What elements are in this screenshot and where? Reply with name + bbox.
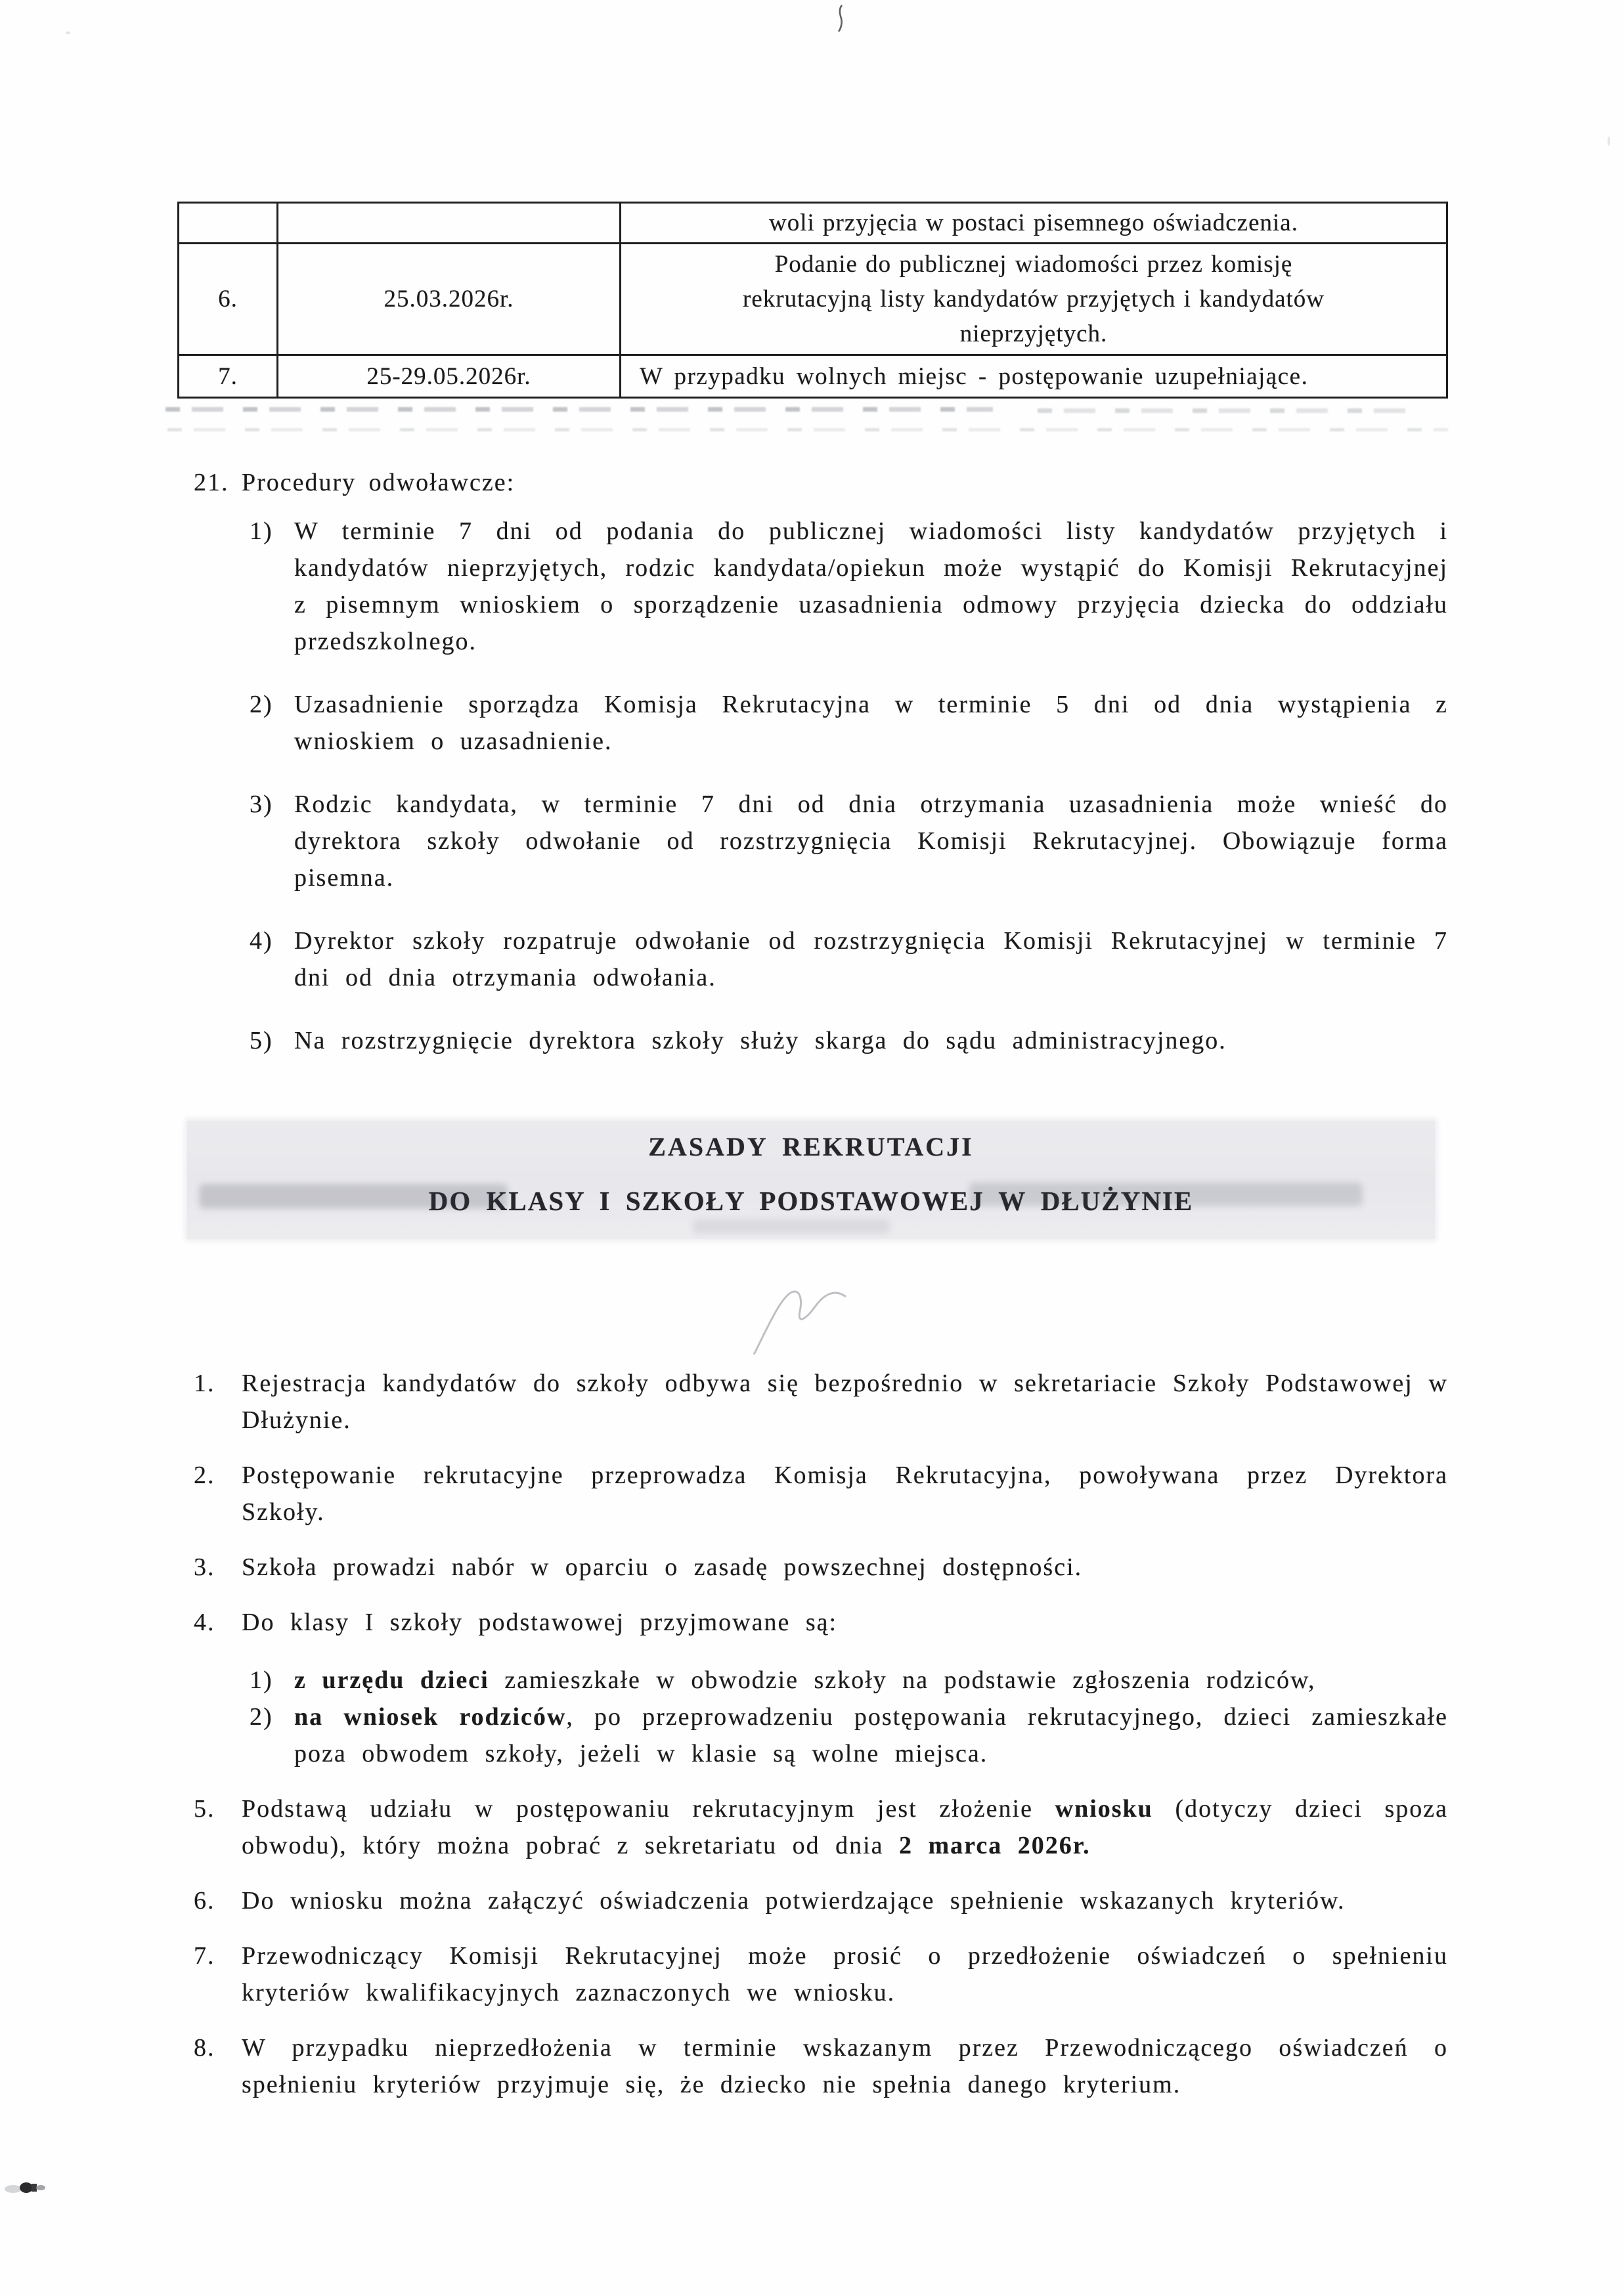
banner-title-line2: DO KLASY I SZKOŁY PODSTAWOWEJ W DŁUŻYNIE bbox=[428, 1186, 1194, 1216]
list-item bbox=[194, 1604, 1448, 1772]
list-item bbox=[250, 513, 1448, 660]
table-cell-date: 25.03.2026r. bbox=[276, 242, 619, 354]
table-cell-no bbox=[179, 204, 276, 242]
scan-speck bbox=[66, 32, 70, 34]
item-text: W terminie 7 dni od podania do publicznej wiadomości listy kandydatów przyjętych i kandydatów nieprzyjętych, rodzic kandydata/opiekun może wystąpić do Komisji Rekrutacyjnej z pisemnym wnioskiem o sporządzenie uzasadnienia odmowy przyjęcia dziecka do oddziału przedszkolnego. bbox=[294, 517, 1448, 655]
banner-title-line1: ZASADY REKRUTACJI bbox=[648, 1132, 974, 1161]
list-item bbox=[194, 1882, 1448, 1919]
scan-blot-bottom-left bbox=[4, 2173, 63, 2202]
item-text: Rejestracja kandydatów do szkoły odbywa się bezpośrednio w sekretariacie Szkoły Podstawowej w Dłużynie. bbox=[242, 1370, 1448, 1434]
scan-smudge bbox=[969, 1182, 1363, 1206]
list-item bbox=[250, 686, 1448, 760]
table-cell-desc bbox=[619, 242, 1446, 354]
item-number: 3. bbox=[194, 1553, 215, 1581]
list-item bbox=[250, 1022, 1448, 1059]
appeals-section-title: 21. Procedury odwoławcze: bbox=[194, 469, 516, 496]
item-text: Dyrektor szkoły rozpatruje odwołanie od rozstrzygnięcia Komisji Rekrutacyjnej w terminie 7 dni od dnia otrzymania odwołania. bbox=[294, 927, 1448, 991]
item-text: Szkoła prowadzi nabór w oparciu o zasadę powszechnej dostępności. bbox=[242, 1553, 1083, 1581]
table-cell-text: woli przyjęcia w postaci pisemnego oświadczenia. bbox=[769, 209, 1298, 236]
item-number: 1) bbox=[250, 517, 273, 545]
list-item bbox=[194, 2029, 1448, 2103]
scan-noise-line bbox=[167, 428, 1448, 431]
item-text: z urzędu dzieci zamieszkałe w obwodzie szkoły na podstawie zgłoszenia rodziców, bbox=[294, 1666, 1316, 1694]
list-item bbox=[194, 1938, 1448, 2011]
list-item bbox=[194, 1457, 1448, 1530]
list-item bbox=[250, 922, 1448, 996]
scan-noise-line bbox=[1038, 408, 1405, 413]
sub-list bbox=[250, 1662, 1448, 1772]
item-text: na wniosek rodziców, po przeprowadzeniu postępowania rekrutacyjnego, dzieci zamieszkałe poza obwodem szkoły, jeżeli w klasie są wolne miejsca. bbox=[294, 1703, 1448, 1767]
appeals-list bbox=[250, 513, 1448, 1059]
item-number: 7. bbox=[194, 1942, 215, 1970]
item-text: Na rozstrzygnięcie dyrektora szkoły służy skarga do sądu administracyjnego. bbox=[294, 1027, 1227, 1054]
table-cell-no: 6. bbox=[179, 242, 276, 354]
item-text: Przewodniczący Komisji Rekrutacyjnej może prosić o przedłożenie oświadczeń o spełnieniu kryteriów kwalifikacyjnych zaznaczonych we wniosku. bbox=[242, 1942, 1448, 2006]
item-text: Uzasadnienie sporządza Komisja Rekrutacyjna w terminie 5 dni od dnia wystąpienia z wnioskiem o uzasadnienie. bbox=[294, 691, 1448, 755]
list-item bbox=[250, 786, 1448, 896]
item-text: Postępowanie rekrutacyjne przeprowadza Komisja Rekrutacyjna, powoływana przez Dyrektora Szkoły. bbox=[242, 1462, 1448, 1526]
table-cell-desc: W przypadku wolnych miejsc - postępowanie uzupełniające. bbox=[619, 354, 1446, 397]
scan-mark-top bbox=[833, 4, 850, 33]
scan-noise-line bbox=[165, 407, 993, 412]
item-number: 4) bbox=[250, 927, 273, 955]
table-cell-text: Podanie do publicznej wiadomości przez komisję rekrutacyjną listy kandydatów przyjętych i kandydatów nieprzyjętych. bbox=[743, 251, 1325, 347]
item-text: W przypadku nieprzedłożenia w terminie wskazanym przez Przewodniczącego oświadczeń o spełnieniu kryteriów przyjmuje się, że dziecko nie spełnia danego kryterium. bbox=[242, 2034, 1448, 2098]
item-number: 5) bbox=[250, 1027, 273, 1054]
list-item bbox=[194, 1365, 1448, 1439]
item-number: 1. bbox=[194, 1370, 215, 1397]
rules-list bbox=[194, 1365, 1448, 2103]
recruitment-banner bbox=[187, 1121, 1435, 1239]
item-text: Do klasy I szkoły podstawowej przyjmowane są: bbox=[242, 1609, 838, 1636]
table-cell-no: 7. bbox=[179, 354, 276, 397]
table-cell-date: 25-29.05.2026r. bbox=[276, 354, 619, 397]
list-item bbox=[194, 1549, 1448, 1586]
list-item bbox=[250, 1699, 1448, 1772]
scan-smudge bbox=[199, 1184, 508, 1209]
item-number: 3) bbox=[250, 791, 273, 818]
item-number: 8. bbox=[194, 2034, 215, 2062]
item-number: 4. bbox=[194, 1609, 215, 1636]
table-cell-desc bbox=[619, 204, 1446, 242]
scan-speck bbox=[1608, 137, 1610, 146]
list-item bbox=[194, 1790, 1448, 1864]
list-item bbox=[250, 1662, 1448, 1699]
scan-smudge bbox=[693, 1219, 890, 1234]
item-number: 5. bbox=[194, 1795, 215, 1823]
item-text: Podstawą udziału w postępowaniu rekrutacyjnym jest złożenie wniosku (dotyczy dzieci spoza obwodu), który można pobrać z sekretariatu od dnia 2 marca 2026r. bbox=[242, 1795, 1449, 1859]
item-number: 2) bbox=[250, 691, 273, 718]
item-number: 1) bbox=[250, 1666, 273, 1694]
schedule-table bbox=[177, 202, 1448, 399]
item-number: 2) bbox=[250, 1703, 273, 1731]
item-text: Rodzic kandydata, w terminie 7 dni od dnia otrzymania uzasadnienia może wnieść do dyrektora szkoły odwołanie od rozstrzygnięcia Komisji Rekrutacyjnej. Obowiązuje forma pisemna. bbox=[294, 791, 1448, 892]
pencil-squiggle bbox=[742, 1277, 860, 1366]
item-text: Do wniosku można załączyć oświadczenia potwierdzające spełnienie wskazanych kryteriów. bbox=[242, 1887, 1346, 1915]
item-number: 2. bbox=[194, 1462, 215, 1489]
table-cell-date bbox=[276, 204, 619, 242]
item-number: 6. bbox=[194, 1887, 215, 1915]
